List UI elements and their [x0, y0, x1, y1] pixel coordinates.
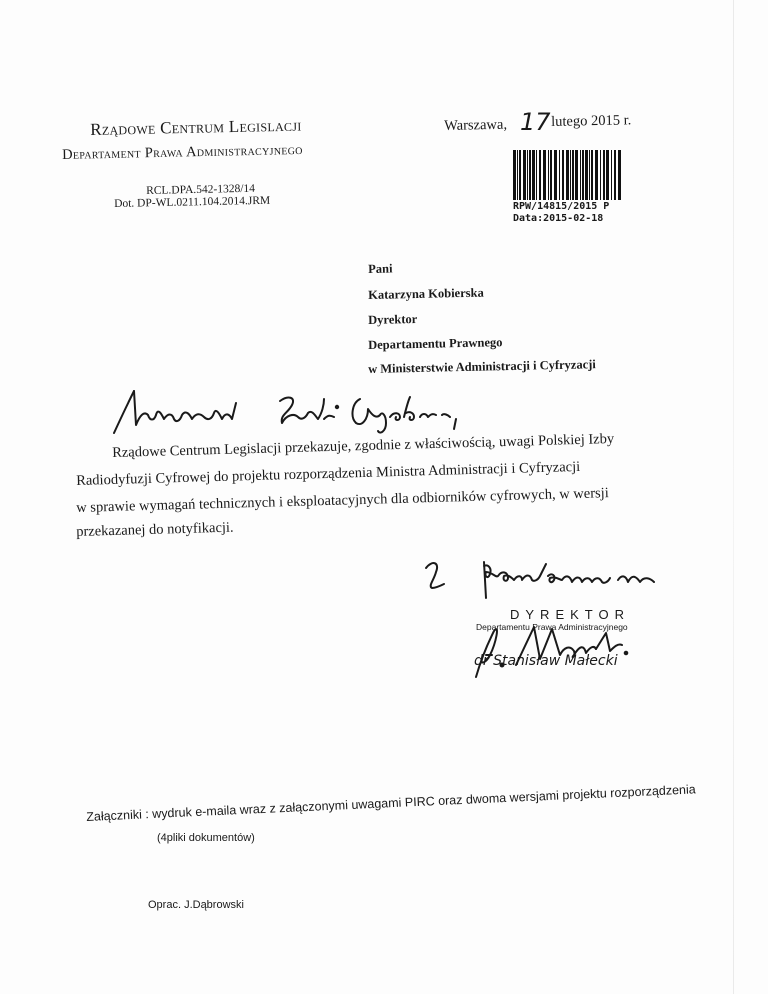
- body-paragraph-line-3: w sprawie wymagań technicznych i eksploatacyjnych dla odbiorników cyfrowych, w wersji: [76, 485, 609, 516]
- barcode-bar: [591, 150, 593, 200]
- barcode-bar: [529, 150, 531, 200]
- barcode-bar: [600, 150, 601, 200]
- recipient-department: Departamentu Prawnego: [368, 335, 503, 352]
- handwritten-greeting: [110, 385, 470, 440]
- organization-name: Rządowe Centrum Legislacji: [90, 115, 302, 139]
- attachments-count: (4pliki dokumentów): [157, 832, 255, 844]
- barcode-bar: [585, 150, 588, 200]
- barcode-bar: [517, 150, 518, 200]
- signatory-title: DYREKTOR: [510, 607, 630, 622]
- attachments-line: Załączniki : wydruk e-maila wraz z załączonymi uwagami PIRC oraz dwoma wersjami projektu rozporządzenia: [86, 782, 696, 824]
- recipient-title: Dyrektor: [368, 311, 418, 327]
- barcode-bar: [603, 150, 605, 200]
- department-name: Departament Prawa Administracyjnego: [62, 141, 303, 163]
- signatory-name: dr Stanisław Małecki: [474, 653, 618, 669]
- barcode-bar: [539, 150, 541, 200]
- registration-code: RPW/14815/2015 P: [513, 201, 610, 212]
- body-paragraph-line-4: przekazanej do notyfikacji.: [76, 519, 234, 540]
- registration-barcode: [513, 150, 623, 200]
- barcode-bar: [595, 150, 598, 200]
- date-day-handwritten: 17: [520, 108, 551, 136]
- recipient-salutation: Pani: [368, 261, 393, 276]
- barcode-bar: [566, 150, 569, 200]
- handwritten-closing: [422, 552, 662, 602]
- document-number: Dot. DP-WL.0211.104.2014.JRM: [114, 194, 271, 210]
- handwritten-signature: [456, 615, 636, 685]
- barcode-bar: [523, 150, 526, 200]
- recipient-ministry: w Ministerstwie Administracji i Cyfryzacji: [368, 357, 596, 376]
- barcode-bar: [548, 150, 549, 200]
- barcode-bar: [554, 150, 557, 200]
- barcode-bar: [606, 150, 609, 200]
- barcode-bar: [618, 150, 621, 200]
- barcode-bar: [575, 150, 578, 200]
- barcode-bar: [572, 150, 574, 200]
- date-city: Warszawa,: [444, 116, 508, 134]
- date-month-year: lutego 2015 r.: [551, 112, 632, 130]
- scan-edge: [733, 0, 734, 994]
- barcode-bar: [519, 150, 521, 200]
- barcode-bar: [536, 150, 537, 200]
- signatory-department: Departamentu Prawa Administracyjnego: [476, 622, 628, 632]
- body-paragraph-line-1: Rządowe Centrum Legislacji przekazuje, zgodnie z właściwością, uwagi Polskiej Izby: [112, 430, 615, 461]
- barcode-bar: [543, 150, 546, 200]
- barcode-bar: [580, 150, 581, 200]
- barcode-bar: [513, 150, 516, 200]
- recipient-name: Katarzyna Kobierska: [368, 285, 484, 302]
- barcode-bar: [562, 150, 564, 200]
- barcode-bar: [559, 150, 560, 200]
- registration-date: Data:2015-02-18: [513, 213, 604, 224]
- barcode-bar: [611, 150, 612, 200]
- barcode-bar: [614, 150, 616, 200]
- barcode-bar: [527, 150, 528, 200]
- barcode-bar: [532, 150, 535, 200]
- barcode-bar: [589, 150, 590, 200]
- barcode-bar: [550, 150, 552, 200]
- barcode-bar: [570, 150, 571, 200]
- prepared-by: Oprac. J.Dąbrowski: [148, 899, 244, 911]
- reference-number: RCL.DPA.542-1328/14: [146, 182, 256, 197]
- body-paragraph-line-2: Radiodyfuzji Cyfrowej do projektu rozporządzenia Ministra Administracji i Cyfryzacji: [76, 458, 581, 489]
- barcode-bar: [582, 150, 584, 200]
